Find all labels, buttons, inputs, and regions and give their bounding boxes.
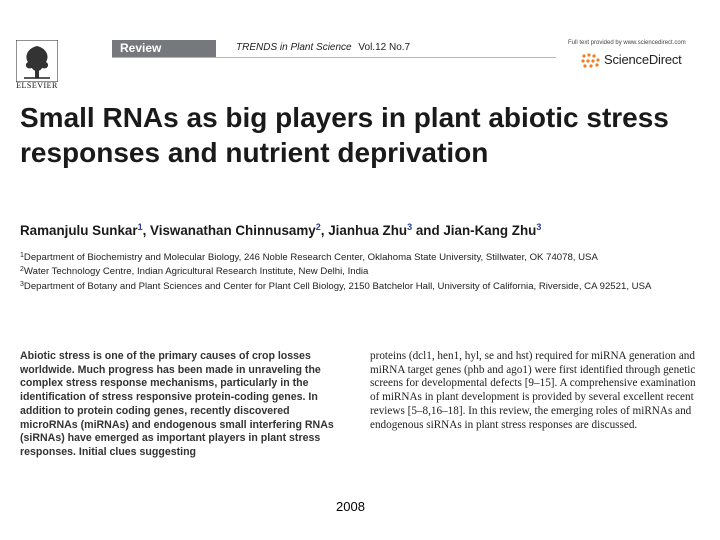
- article-title: Small RNAs as big players in plant abiotic stress responses and nutrient deprivation: [20, 102, 669, 168]
- author-name: Jianhua Zhu: [328, 223, 408, 238]
- author-name: Jian-Kang Zhu: [443, 223, 537, 238]
- author-affiliation-ref[interactable]: 3: [407, 222, 413, 232]
- affiliation-text: Water Technology Centre, Indian Agricultural Research Institute, New Delhi, India: [23, 266, 369, 278]
- affiliation-text: Department of Botany and Plant Sciences and Center for Plant Cell Biology, 2150 Batchelor Hall, University of California, Riverside, CA 92521, USA: [23, 280, 652, 292]
- fulltext-note[interactable]: Full text provided by www.sciencedirect.com: [568, 40, 686, 46]
- elsevier-tree-icon: [16, 40, 58, 82]
- author-affiliation-ref[interactable]: 2: [315, 222, 321, 232]
- author-affiliation-ref[interactable]: 1: [137, 222, 143, 232]
- journal-citation: [236, 42, 410, 53]
- affiliation-list: [20, 250, 710, 293]
- year-caption: 2008: [336, 499, 365, 514]
- publisher-name: ELSEVIER: [16, 81, 58, 90]
- affiliation-item: [20, 250, 710, 264]
- sciencedirect-brand: ScienceDirect: [604, 52, 682, 67]
- affiliation-number: 1: [20, 252, 24, 259]
- affiliation-text: Department of Biochemistry and Molecular Biology, 246 Noble Research Center, Oklahoma State University, Stillwater, OK 74078, USA: [23, 252, 598, 263]
- affiliation-number: 3: [20, 280, 24, 288]
- sciencedirect-dots-icon: [580, 52, 602, 68]
- section-tab: Review: [112, 40, 216, 57]
- author-separator: and: [412, 223, 444, 238]
- author-list: [20, 222, 541, 238]
- affiliation-number: 2: [20, 266, 24, 274]
- abstract-text: Abiotic stress is one of the primary causes of crop losses worldwide. Much progress has been made in unraveling the complex stress response mechanisms, particularly in the identification of stress responsive protein-coding genes. In addition to protein coding genes, recently discovered microRNAs (miRNAs) and endogenous small interfering RNAs (siRNAs) have emerged as important players in plant stress responses. Initial clues suggesting: [20, 350, 334, 458]
- author-separator: ,: [142, 223, 151, 238]
- journal-volume: Vol.12 No.7: [358, 42, 411, 53]
- header-divider: [112, 57, 556, 58]
- author-name: Ramanjulu Sunkar: [20, 223, 138, 238]
- author-separator: ,: [320, 223, 329, 238]
- affiliation-item: [20, 264, 710, 278]
- affiliation-item: [20, 279, 710, 293]
- body-text-right-column: proteins (dcl1, hen1, hyl, se and hst) required for miRNA generation and miRNA target genes (phb and ago1) were first identified through genetic screens for developmental defects [9–15]. A comprehensive examination of miRNAs in plant development is provided by several excellent recent reviews [5–8,16–18]. In this review, the emerging roles of miRNAs and endogenous siRNAs in plant stress responses are discussed.: [370, 350, 696, 431]
- journal-name: TRENDS in Plant Science: [236, 42, 352, 53]
- author-name: Viswanathan Chinnusamy: [150, 223, 316, 238]
- author-affiliation-ref[interactable]: 3: [536, 222, 542, 232]
